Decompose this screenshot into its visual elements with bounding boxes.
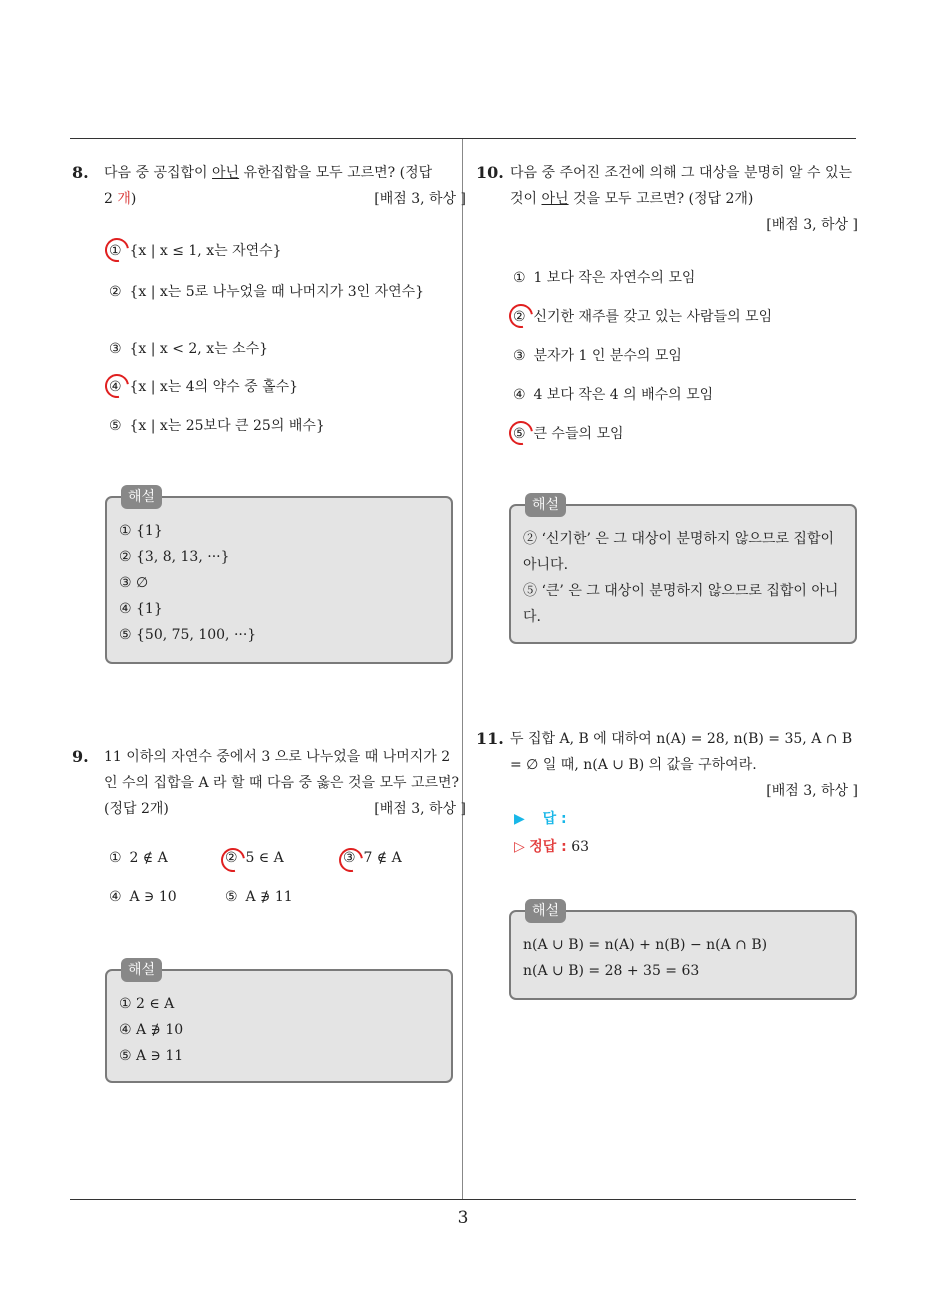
question-text: 두 집합 A, B 에 대하여 n(A) = 28, n(B) = 35, A ∩ B = ∅ 일 때, n(A ∪ B) 의 값을 구하여라. [배점 3, 하상 ]: [510, 726, 858, 804]
option-5[interactable]: ⑤ 큰 수들의 모임: [513, 426, 624, 442]
question-number: 9.: [72, 747, 89, 766]
question-number: 10.: [476, 163, 504, 182]
explain-line: ② ‘신기한’ 은 그 대상이 분명하지 않으므로 집합이 아니다.: [523, 531, 835, 573]
option-3[interactable]: ③ 분자가 1 인 분수의 모임: [513, 348, 682, 364]
question-text: 11 이하의 자연수 중에서 3 으로 나누었을 때 나머지가 2 인 수의 집합을 A 라 할 때 다음 중 옳은 것을 모두 고르면? (정답 2개) [배점 3, 하상 ]: [104, 744, 466, 822]
option-1[interactable]: ① 2 ∉ A: [109, 850, 168, 866]
option-3[interactable]: ③ {x | x < 2, x는 소수}: [109, 341, 269, 357]
play-triangle-icon: ▶: [514, 811, 525, 827]
explain-line: ① {1}: [119, 523, 163, 539]
explain-line: n(A ∪ B) = n(A) + n(B) − n(A ∩ B): [523, 937, 768, 953]
question-9: [72, 744, 466, 822]
answer-field[interactable]: [514, 808, 567, 828]
explain-line: ⑤ ‘큰’ 은 그 대상이 분명하지 않으므로 집합이 아니다.: [523, 583, 839, 625]
option-1[interactable]: ① {x | x ≤ 1, x는 자연수}: [109, 243, 282, 259]
option-2[interactable]: ② 신기한 재주를 갖고 있는 사람들의 모임: [513, 309, 773, 325]
explain-line: ⑤ A ∋ 11: [119, 1048, 184, 1064]
explanation-tag: 해설: [121, 485, 162, 509]
column-divider: [462, 139, 463, 1199]
option-2[interactable]: ② {x | x는 5로 나누었을 때 나머지가 3인 자연수}: [109, 284, 425, 300]
explanation-box-q9: [105, 962, 453, 1083]
outline-triangle-icon: ▷: [514, 839, 525, 855]
answer-label: 답 :: [542, 811, 567, 827]
option-5[interactable]: ⑤ {x | x는 25보다 큰 25의 배수}: [109, 418, 325, 434]
option-2[interactable]: ② 5 ∈ A: [225, 850, 284, 866]
question-meta: [배점 3, 하상 ]: [374, 191, 466, 207]
explain-line: ① 2 ∈ A: [119, 996, 175, 1012]
explanation-tag: 해설: [525, 899, 566, 923]
question-11: [476, 726, 858, 804]
option-4[interactable]: ④ 4 보다 작은 4 의 배수의 모임: [513, 387, 714, 403]
explain-line: ③ ∅: [119, 575, 149, 591]
explain-line: ② {3, 8, 13, ···}: [119, 549, 230, 565]
question-8: [72, 160, 466, 212]
explanation-box-q11: [509, 903, 857, 1000]
correct-value: 63: [571, 839, 590, 855]
explain-line: ④ A ∌ 10: [119, 1022, 184, 1038]
correct-answer: [514, 836, 589, 856]
option-5[interactable]: ⑤ A ∌ 11: [225, 889, 293, 905]
question-text: 다음 중 공집합이 아닌 유한집합을 모두 고르면? (정답 2 개) [배점 3, 하상 ]: [104, 160, 466, 212]
question-10: [476, 160, 858, 238]
correct-label: 정답 :: [529, 839, 567, 855]
question-number: 8.: [72, 163, 89, 182]
explain-line: n(A ∪ B) = 28 + 35 = 63: [523, 963, 700, 979]
question-text: 다음 중 주어진 조건에 의해 그 대상을 분명히 알 수 있는 것이 아닌 것을 모두 고르면? (정답 2개) [배점 3, 하상 ]: [510, 160, 858, 238]
option-3[interactable]: ③ 7 ∉ A: [343, 850, 402, 866]
option-4[interactable]: ④ A ∋ 10: [109, 889, 177, 905]
question-meta: [배점 3, 하상 ]: [766, 217, 858, 233]
explanation-box-q8: [105, 489, 453, 664]
explain-line: ④ {1}: [119, 601, 163, 617]
question-number: 11.: [476, 729, 504, 748]
explain-line: ⑤ {50, 75, 100, ···}: [119, 627, 257, 643]
explanation-tag: 해설: [525, 493, 566, 517]
page-number: 3: [457, 1208, 469, 1228]
option-1[interactable]: ① 1 보다 작은 자연수의 모임: [513, 270, 696, 286]
option-4[interactable]: ④ {x | x는 4의 약수 중 홀수}: [109, 379, 299, 395]
question-meta: [배점 3, 하상 ]: [374, 801, 466, 817]
top-rule: [70, 138, 856, 139]
bottom-rule: [70, 1199, 856, 1200]
explanation-tag: 해설: [121, 958, 162, 982]
explanation-box-q10: [509, 497, 857, 644]
question-meta: [배점 3, 하상 ]: [766, 783, 858, 799]
